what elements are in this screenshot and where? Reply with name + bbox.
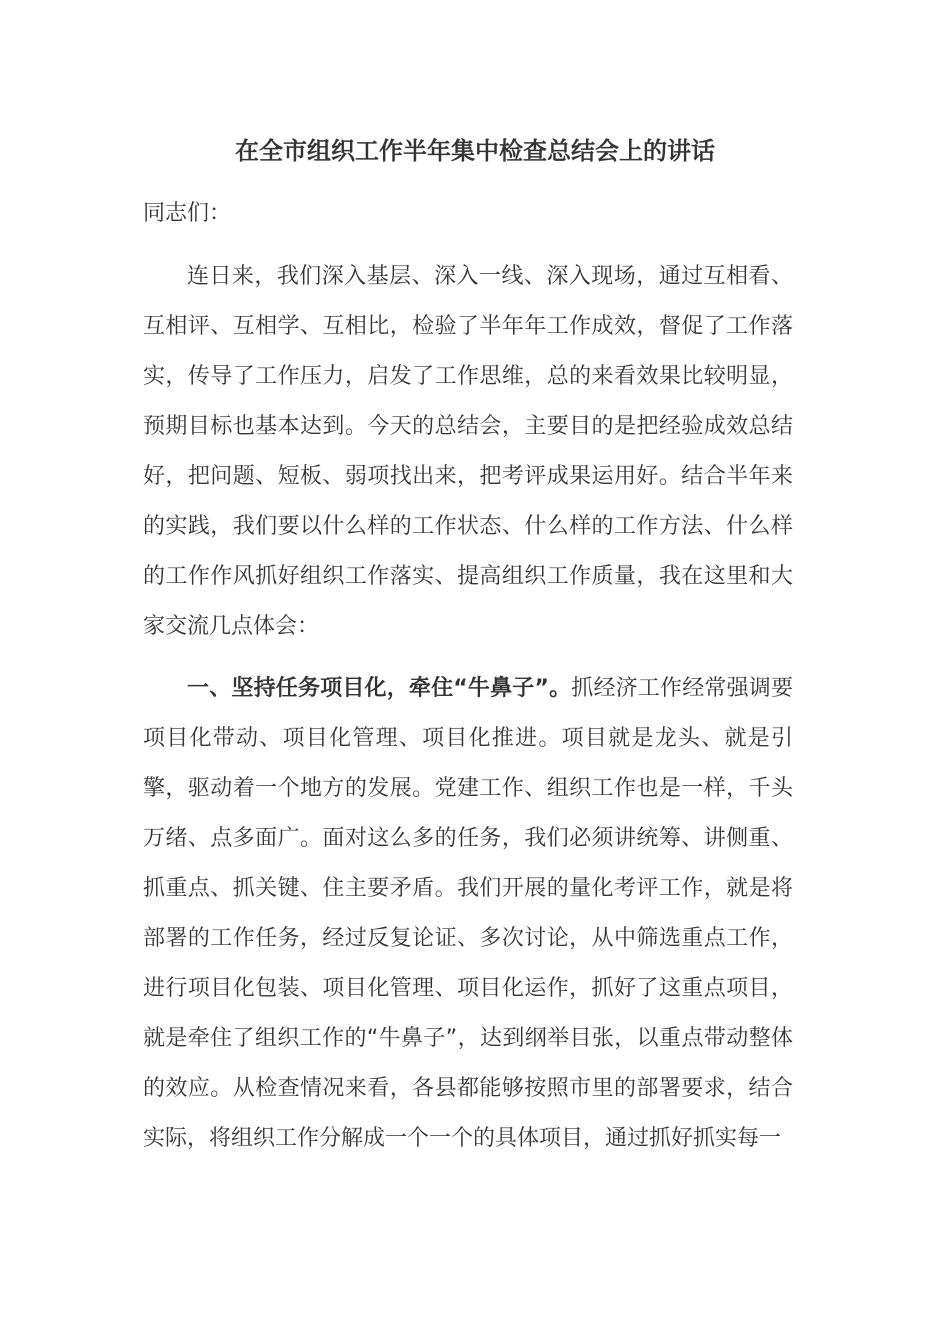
document-title: 在全市组织工作半年集中检查总结会上的讲话 bbox=[235, 137, 715, 165]
paragraph-2-body: 抓经济工作经常强调要项目化带动、项目化管理、项目化推进。项目就是龙头、就是引擎，驱动着一个地方的发展。党建工作、组织工作也是一样，千头万绪、点多面广。面对这么多的任务，我们必须讲统筹、讲侧重、抓重点、抓关键、住主要矛盾。我们开展的量化考评工作，就是将部署的工作任务，经过反复论证、多次讨论，从中筛选重点工作，进行项目化包装、项目化管理、项目化运作，抓好了这重点项目，就是牵住了组织工作的“牛鼻子”，达到纲举目张，以重点带动整体的效应。从检查情况来看，各县都能够按照市里的部署要求，结合实际，将组织工作分解成一个一个的具体项目，通过抓好抓实每一 bbox=[143, 676, 793, 1151]
paragraph-1: 连日来，我们深入基层、深入一线、深入现场，通过互相看、互相评、互相学、互相比，检验了半年年工作成效，督促了工作落实，传导了工作压力，启发了工作思维，总的来看效果比较明显，预期目标也基本达到。今天的总结会，主要目的是把经验成效总结好，把问题、短板、弱项找出来，把考评成果运用好。结合半年来的实践，我们要以什么样的工作状态、什么样的工作方法、什么样的工作作风抓好组织工作落实、提高组织工作质量，我在这里和大家交流几点体会： bbox=[143, 264, 793, 639]
section-heading: 一、坚持任务项目化，牵住“牛鼻子”。 bbox=[187, 676, 572, 701]
paragraph-2 bbox=[143, 664, 793, 1164]
salutation: 同志们： bbox=[143, 201, 232, 226]
